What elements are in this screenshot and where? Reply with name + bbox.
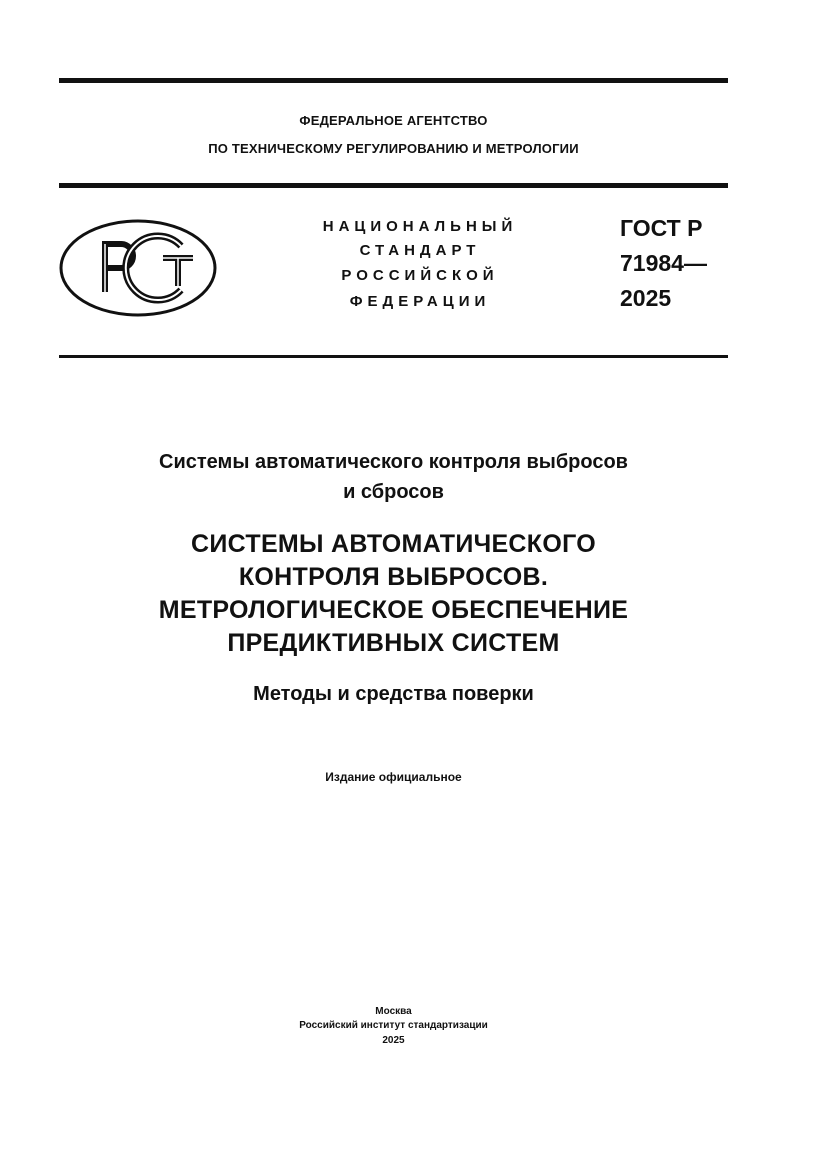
methods-title: Методы и средства поверки — [253, 683, 534, 705]
agency-name-line1: ФЕДЕРАЛЬНОЕ АГЕНТСТВО — [299, 113, 488, 128]
bottom-rule — [59, 355, 728, 358]
standard-designation-line2: 71984— — [620, 250, 707, 276]
main-title-line1: СИСТЕМЫ АВТОМАТИЧЕСКОГО — [191, 530, 596, 558]
subtitle-line1: Системы автоматического контроля выбросов — [159, 451, 628, 473]
national-standard-line3: РОССИЙСКОЙ — [341, 267, 499, 284]
main-title-line3: МЕТРОЛОГИЧЕСКОЕ ОБЕСПЕЧЕНИЕ — [158, 596, 629, 624]
national-standard-line4: ФЕДЕРАЦИИ — [349, 293, 491, 310]
top-rule — [59, 78, 728, 83]
standard-designation-line1: ГОСТ Р — [620, 215, 703, 241]
national-standard-line2: СТАНДАРТ — [359, 242, 481, 259]
national-standard-line1: НАЦИОНАЛЬНЫЙ — [322, 218, 518, 235]
footer-publisher: Российский институт стандартизации — [299, 1020, 488, 1031]
footer-city: Москва — [375, 1006, 412, 1017]
agency-name-line2: ПО ТЕХНИЧЕСКОМУ РЕГУЛИРОВАНИЮ И МЕТРОЛОГИИ — [208, 141, 579, 156]
footer-year: 2025 — [382, 1035, 405, 1046]
standard-designation-line3: 2025 — [620, 285, 672, 311]
subtitle-line2: и сбросов — [343, 481, 444, 503]
edition-label: Издание официальное — [325, 770, 462, 784]
main-title-line2: КОНТРОЛЯ ВЫБРОСОВ. — [238, 563, 549, 591]
rst-certification-mark-icon — [59, 218, 219, 318]
main-title-line4: ПРЕДИКТИВНЫХ СИСТЕМ — [227, 629, 560, 657]
middle-rule — [59, 183, 728, 188]
